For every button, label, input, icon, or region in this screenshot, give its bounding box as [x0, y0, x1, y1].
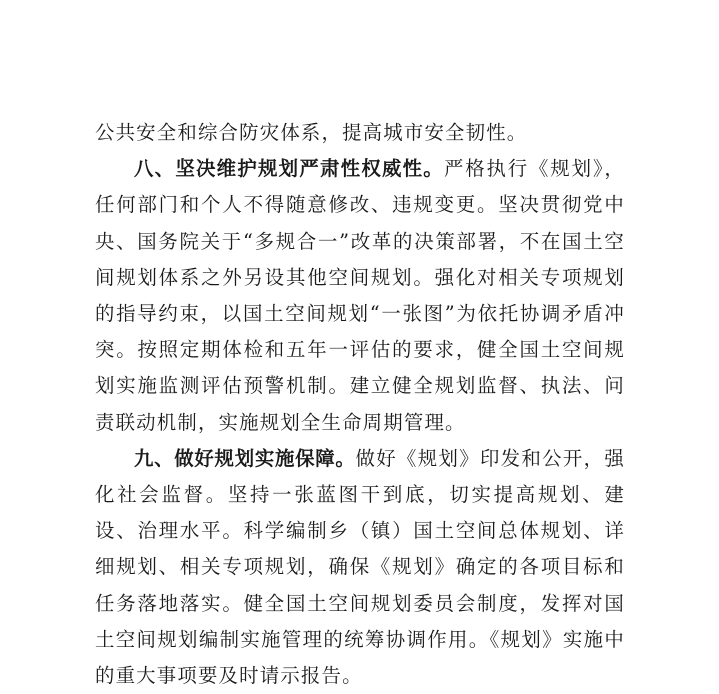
paragraph-text: 严格执行《规划》，任何部门和个人不得随意修改、违规变更。坚决贯彻党中央、国务院关于“多规合一”改革的决策部署，不在国土空间规划体系之外另设其他空间规划。强化对相关专项规划的指导约束，以国土空间规划“一张图”为依托协调矛盾冲突。按照定期体检和五年一评估的要求，健全国土空间规划实施监测评估预警机制。建立健全规划监督、执法、问责联动机制，实施规划全生命周期管理。: [95, 157, 625, 434]
section-heading: 九、做好规划实施保障。: [134, 446, 356, 470]
section-heading: 八、坚决维护规划严肃性权威性。: [134, 157, 444, 181]
paragraph-text: 做好《规划》印发和公开，强化社会监督。坚持一张蓝图干到底，切实提高规划、建设、治理水平。科学编制乡（镇）国土空间总体规划、详细规划、相关专项规划，确保《规划》确定的各项目标和任务落地落实。健全国土空间规划委员会制度，发挥对国土空间规划编制实施管理的统筹协调作用。《规划》实施中的重大事项要及时请示报告。: [95, 446, 625, 688]
paragraph-section-9: [95, 441, 625, 694]
paragraph-section-8: [95, 151, 625, 441]
paragraph-continuation: [95, 115, 625, 151]
document-page: [95, 115, 625, 694]
paragraph-text: 公共安全和综合防灾体系，提高城市安全韧性。: [95, 121, 528, 144]
